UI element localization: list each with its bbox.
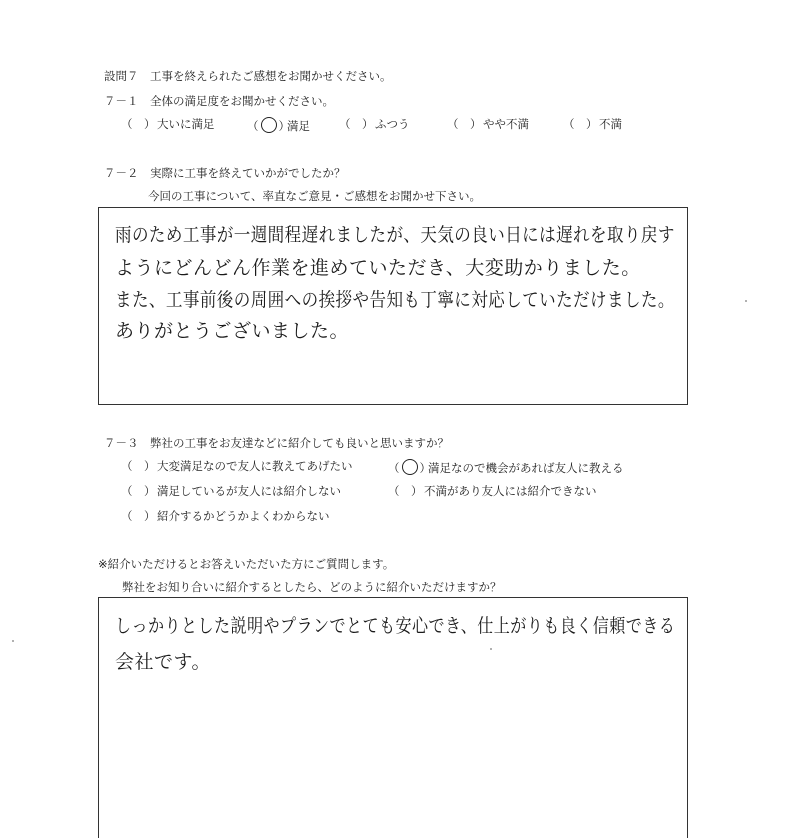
q7-1-option-neutral[interactable]: （ ） ふつう xyxy=(339,117,410,131)
handwritten-answer-line: また、工事前後の周囲への挨拶や告知も丁寧に対応していただけました。 xyxy=(115,289,675,311)
option-label: 不満があり友人には紹介できない xyxy=(424,484,597,498)
q7-1-option-dissatisfied[interactable]: （ ） 不満 xyxy=(563,117,622,131)
handwritten-answer-line: 雨のため工事が一週間程遅れましたが、天気の良い日には遅れを取り戻す xyxy=(115,224,675,246)
q7-1-option-somewhat-dissatisfied[interactable]: （ ） やや不満 xyxy=(447,117,529,131)
question-7-3-label: ７－３ 弊社の工事をお友達などに紹介しても良いと思いますか？ xyxy=(104,436,449,450)
option-label: 大いに満足 xyxy=(157,117,215,131)
option-label: 満足しているが友人には紹介しない xyxy=(157,484,341,498)
q7-3-option-5[interactable]: （ ） 紹介するかどうかよくわからない xyxy=(121,509,330,523)
scan-speck xyxy=(12,640,14,642)
handwritten-answer-line: ありがとうございました。 xyxy=(115,320,350,342)
q7-1-option-satisfied[interactable]: （ ）満足 xyxy=(247,119,310,133)
option-label: 満足なので機会があれば友人に教える xyxy=(428,461,624,475)
scan-speck xyxy=(745,300,747,302)
question-7-1-label: ７－１ 全体の満足度をお聞かせください。 xyxy=(104,94,334,108)
handwritten-answer-line: ようにどんどん作業を進めていただき、大変助かりました。 xyxy=(115,257,641,279)
option-label: 満足 xyxy=(287,119,310,133)
option-label: やや不満 xyxy=(483,117,529,131)
question-7-title: 設問７ 工事を終えられたご感想をお聞かせください。 xyxy=(104,69,392,83)
option-label: 大変満足なので友人に教えてあげたい xyxy=(157,459,353,473)
option-label: 不満 xyxy=(599,117,622,131)
selected-circle-mark xyxy=(402,459,418,475)
q7-3-option-3[interactable]: （ ） 満足しているが友人には紹介しない xyxy=(121,484,341,498)
q7-3-option-2[interactable]: （ ）満足なので機会があれば友人に教える xyxy=(388,461,624,475)
q7-3-option-1[interactable]: （ ） 大変満足なので友人に教えてあげたい xyxy=(121,459,353,473)
q7-3-option-4[interactable]: （ ） 不満があり友人には紹介できない xyxy=(388,484,597,498)
referral-question: 弊社をお知り合いに紹介するとしたら、どのように紹介いただけますか？ xyxy=(122,580,502,594)
q7-2-answer-box[interactable] xyxy=(98,207,688,405)
referral-answer-box[interactable] xyxy=(98,597,688,838)
scan-speck xyxy=(490,648,492,650)
question-7-2-label: ７－２ 実際に工事を終えていかがでしたか？ xyxy=(104,166,346,180)
handwritten-answer-line: しっかりとした説明やプランでとても安心でき、仕上がりも良く信頼できる xyxy=(115,615,676,637)
q7-1-option-very-satisfied[interactable]: （ ） 大いに満足 xyxy=(121,117,215,131)
referral-note: ※紹介いただけるとお答えいただいた方にご質問します。 xyxy=(98,557,395,571)
option-label: ふつう xyxy=(375,117,410,131)
handwritten-answer-line: 会社です。 xyxy=(115,651,211,673)
question-7-2-sublabel: 今回の工事について、率直なご意見・ご感想をお聞かせ下さい。 xyxy=(148,189,482,203)
option-label: 紹介するかどうかよくわからない xyxy=(157,509,330,523)
selected-circle-mark xyxy=(261,117,277,133)
